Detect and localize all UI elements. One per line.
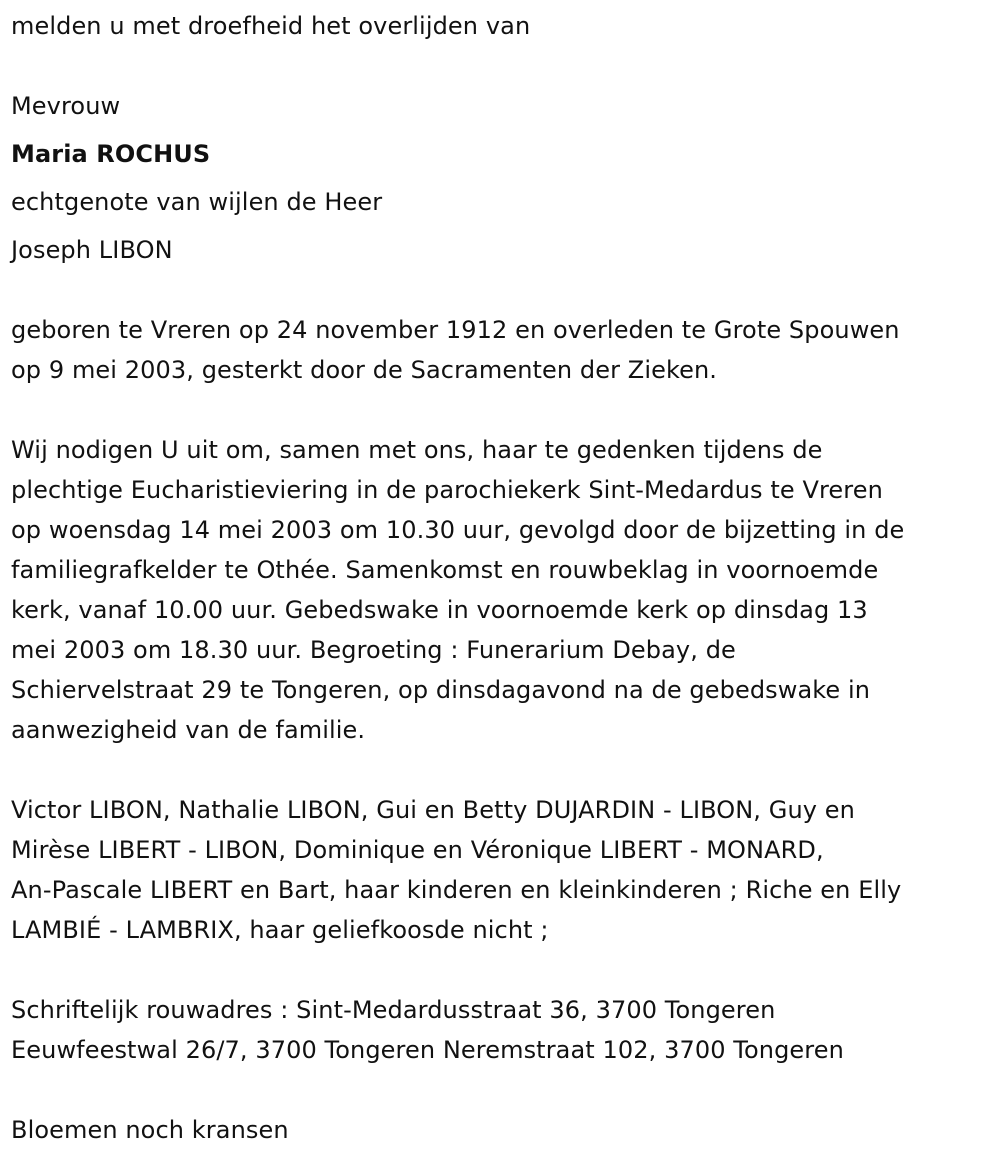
service-line: plechtige Eucharistieviering in de parochiekerk Sint-Medardus te Vreren <box>11 476 883 504</box>
service-line: kerk, vanaf 10.00 uur. Gebedswake in voornoemde kerk op dinsdag 13 <box>11 596 868 624</box>
service-line: familiegrafkelder te Othée. Samenkomst en rouwbeklag in voornoemde <box>11 556 879 584</box>
closing-text: Bloemen noch kransen <box>11 1116 289 1144</box>
family-line: Mirèse LIBERT - LIBON, Dominique en Véronique LIBERT - MONARD, <box>11 836 824 864</box>
address-line: Schriftelijk rouwadres : Sint-Medardusstraat 36, 3700 Tongeren <box>11 996 776 1024</box>
family-line: An-Pascale LIBERT en Bart, haar kinderen en kleinkinderen ; Riche en Elly <box>11 876 902 904</box>
birth-death-line: op 9 mei 2003, gesterkt door de Sacramenten der Zieken. <box>11 356 718 384</box>
address-line: Eeuwfeestwal 26/7, 3700 Tongeren Neremstraat 102, 3700 Tongeren <box>11 1036 844 1064</box>
deceased-name: Maria ROCHUS <box>11 140 211 168</box>
intro-text: melden u met droefheid het overlijden van <box>11 12 531 40</box>
relation-text: echtgenote van wijlen de Heer <box>11 188 383 216</box>
salutation: Mevrouw <box>11 92 121 120</box>
service-line: mei 2003 om 18.30 uur. Begroeting : Funerarium Debay, de <box>11 636 736 664</box>
family-line: LAMBIÉ - LAMBRIX, haar geliefkoosde nicht ; <box>11 916 549 944</box>
service-line: Schiervelstraat 29 te Tongeren, op dinsdagavond na de gebedswake in <box>11 676 871 704</box>
spouse-name: Joseph LIBON <box>11 236 173 264</box>
birth-death-line: geboren te Vreren op 24 november 1912 en overleden te Grote Spouwen <box>11 316 900 344</box>
service-line: op woensdag 14 mei 2003 om 10.30 uur, gevolgd door de bijzetting in de <box>11 516 905 544</box>
service-line: aanwezigheid van de familie. <box>11 716 366 744</box>
family-line: Victor LIBON, Nathalie LIBON, Gui en Betty DUJARDIN - LIBON, Guy en <box>11 796 855 824</box>
service-line: Wij nodigen U uit om, samen met ons, haar te gedenken tijdens de <box>11 436 823 464</box>
